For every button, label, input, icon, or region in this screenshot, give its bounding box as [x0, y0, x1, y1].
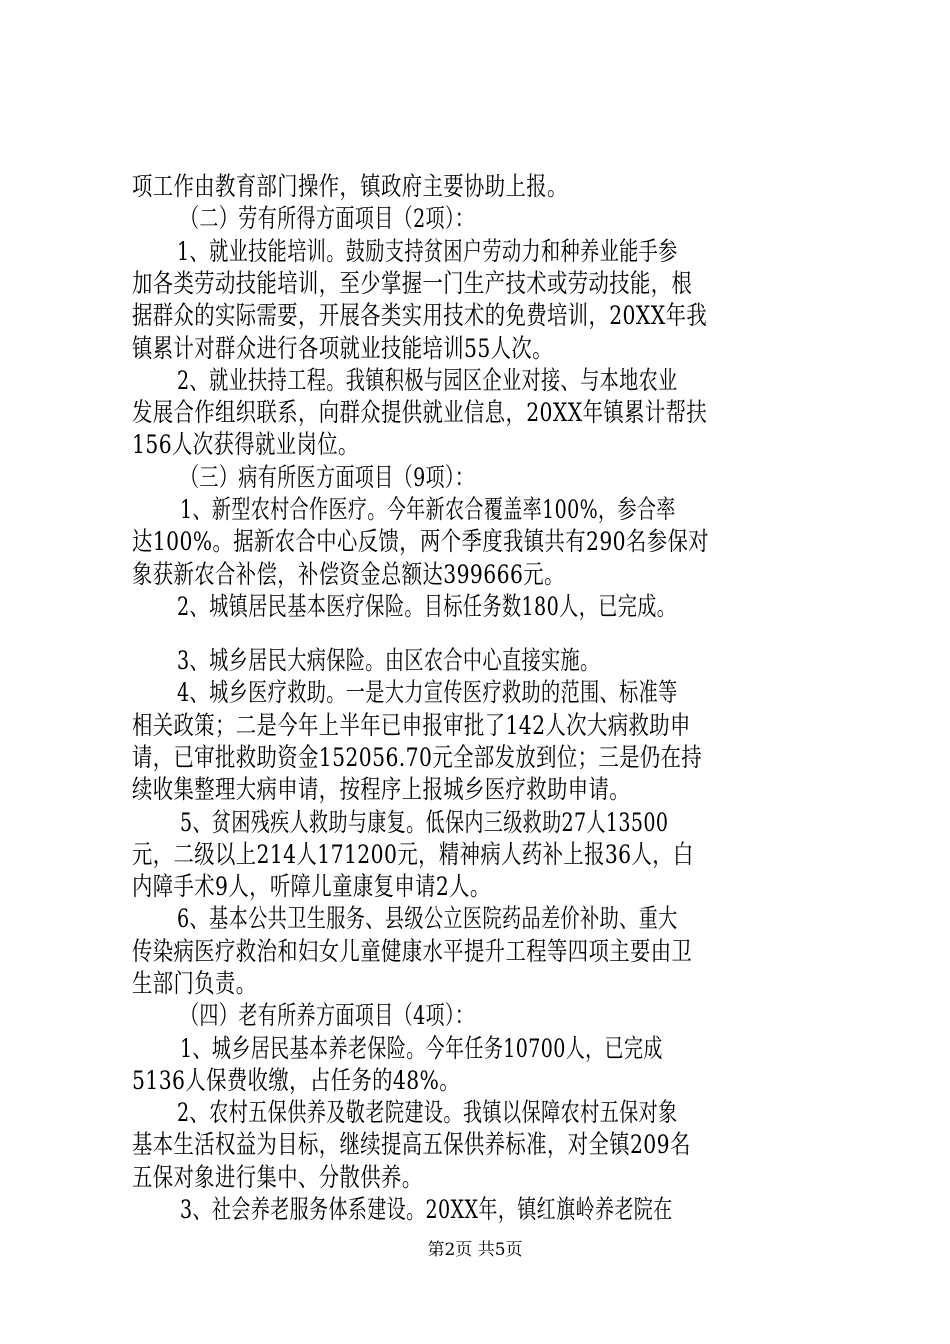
text-line: 1、城乡居民基本养老保险。今年任务10700人，已完成: [180, 1033, 663, 1064]
text-line: 据群众的实际需要，开展各类实用技术的免费培训，20XX年我: [132, 301, 708, 332]
text-line: 续收集整理大病申请，按程序上报城乡医疗救助申请。: [132, 775, 630, 806]
text-line: 请，已审批救助资金152056.70元全部发放到位；三是仍在持: [132, 742, 703, 773]
text-line: 元，二级以上214人171200元，精神病人药补上报36人，白: [132, 839, 694, 870]
text-line: 达100%。据新农合中心反馈，两个季度我镇共有290名参保对: [132, 527, 710, 558]
text-line: 2、农村五保供养及敬老院建设。我镇以保障农村五保对象: [177, 1098, 678, 1129]
section-heading: （四）老有所养方面项目（4项）：: [180, 1001, 475, 1032]
text-line: 象获新农合补偿，补偿资金总额达399666元。: [132, 559, 565, 590]
text-line: 1、新型农村合作医疗。今年新农合覆盖率100%，参合率: [180, 494, 676, 525]
text-line: 1、就业技能培训。鼓励支持贫困户劳动力和种养业能手参: [177, 236, 678, 267]
page-number-footer: 第2页 共5页: [427, 1240, 523, 1260]
text-line: 生部门负责。: [132, 969, 257, 999]
text-line: 项工作由教育部门操作，镇政府主要协助上报。: [132, 172, 568, 202]
text-line: 5、贫困残疾人救助与康复。低保内三级救助27人13500: [180, 807, 669, 838]
text-line: 传染病医疗救治和妇女儿童健康水平提升工程等四项主要由卫: [132, 936, 693, 967]
text-line: 基本生活权益为目标，继续提高五保供养标准，对全镇209名: [132, 1130, 691, 1161]
text-line: 5136人保费收缴，占任务的48%。: [132, 1065, 461, 1096]
text-line: 内障手术9人，听障儿童康复申请2人。: [132, 872, 491, 903]
text-line: 6、基本公共卫生服务、县级公立医院药品差价补助、重大: [177, 904, 678, 935]
text-line: 加各类劳动技能培训，至少掌握一门生产技术或劳动技能，根: [132, 268, 693, 299]
text-line: 相关政策；二是今年上半年已申报审批了142人次大病救助申: [132, 710, 691, 741]
text-line: 156人次获得就业岗位。: [132, 430, 359, 461]
text-line: 4、城乡医疗救助。一是大力宣传医疗救助的范围、标准等: [177, 678, 678, 709]
text-line: 2、就业扶持工程。我镇积极与园区企业对接、与本地农业: [177, 365, 678, 396]
text-line: 3、社会养老服务体系建设。20XX年，镇红旗岭养老院在: [180, 1195, 673, 1225]
text-line: 五保对象进行集中、分散供养。: [132, 1162, 423, 1193]
text-line: 2、城镇居民基本医疗保险。目标任务数180人，已完成。: [177, 591, 677, 622]
text-line: 3、城乡居民大病保险。由区农合中心直接实施。: [177, 646, 600, 677]
section-heading: （二）劳有所得方面项目（2项）：: [180, 204, 475, 235]
text-line: 镇累计对群众进行各项就业技能培训55人次。: [132, 333, 553, 364]
text-line: 发展合作组织联系，向群众提供就业信息，20XX年镇累计帮扶: [132, 398, 708, 428]
section-heading: （三）病有所医方面项目（9项）：: [180, 462, 475, 493]
